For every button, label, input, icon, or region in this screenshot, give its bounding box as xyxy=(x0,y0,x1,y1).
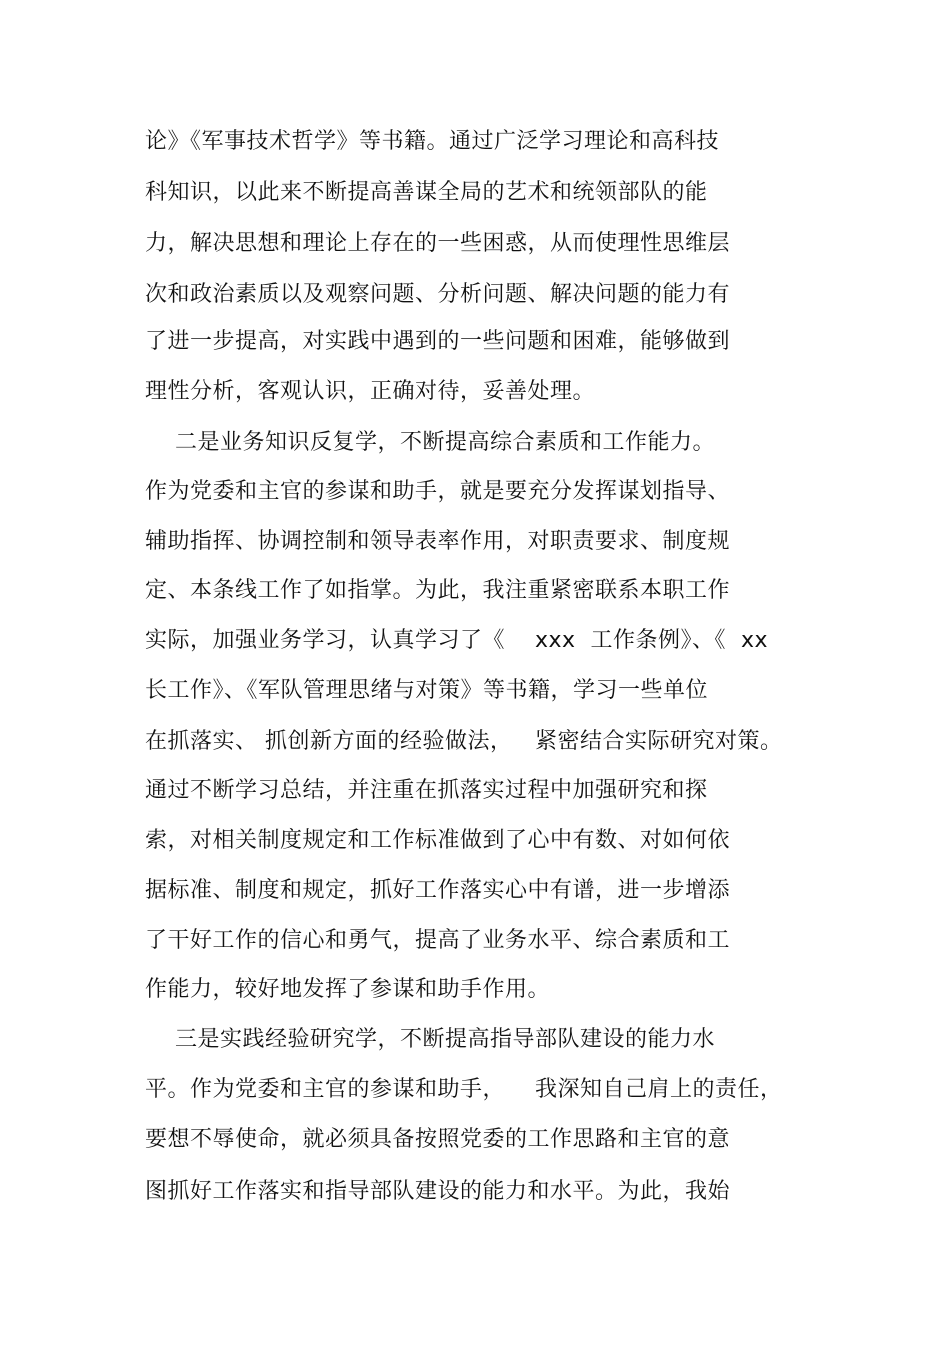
text-line: 作为党委和主官的参谋和助手，就是要充分发挥谋划指导、 xyxy=(145,479,731,504)
paragraph-start-line: 三是实践经验研究学，不断提高指导部队建设的能力水 xyxy=(145,1027,715,1052)
text-line: 辅助指挥、协调控制和领导表率作用，对职责要求、制度规 xyxy=(145,529,731,554)
text-line: 要想不辱使命，就必须具备按照党委的工作思路和主官的意 xyxy=(145,1127,731,1152)
text-line: 长工作》、《军队管理思绪与对策》等书籍，学习一些单位 xyxy=(145,678,709,703)
text-line: 在抓落实、 抓创新方面的经验做法， 紧密结合实际研究对策。 xyxy=(145,729,783,754)
text-line: 图抓好工作落实和指导部队建设的能力和水平。为此，我始 xyxy=(145,1179,731,1204)
text-line: 了干好工作的信心和勇气，提高了业务水平、综合素质和工 xyxy=(145,928,731,953)
text-line: 科知识，以此来不断提高善谋全局的艺术和统领部队的能 xyxy=(145,180,708,205)
text-line: 索，对相关制度规定和工作标准做到了心中有数、对如何依 xyxy=(145,828,731,853)
text-line: 据标准、制度和规定，抓好工作落实心中有谱，进一步增添 xyxy=(145,878,731,903)
text-line: 定、本条线工作了如指掌。为此，我注重紧密联系本职工作 xyxy=(145,578,731,603)
text-line: 作能力，较好地发挥了参谋和助手作用。 xyxy=(145,977,551,1002)
text-line: 力，解决思想和理论上存在的一些困惑，从而使理性思维层 xyxy=(145,231,731,256)
text-line: 实际，加强业务学习，认真学习了《 xxx 工作条例》、《 xx xyxy=(145,628,769,653)
text-line: 了进一步提高，对实践中遇到的一些问题和困难，能够做到 xyxy=(145,329,731,354)
text-line: 次和政治素质以及观察问题、分析问题、解决问题的能力有 xyxy=(145,282,731,307)
text-line: 论》《军事技术哲学》等书籍。通过广泛学习理论和高科技 xyxy=(145,129,720,154)
text-line: 通过不断学习总结，并注重在抓落实过程中加强研究和探 xyxy=(145,778,708,803)
text-line: 平。作为党委和主官的参谋和助手， 我深知自己肩上的责任， xyxy=(145,1077,783,1102)
paragraph-start-line: 二是业务知识反复学，不断提高综合素质和工作能力。 xyxy=(145,430,715,455)
text-line: 理性分析，客观认识，正确对待，妥善处理。 xyxy=(145,379,596,404)
